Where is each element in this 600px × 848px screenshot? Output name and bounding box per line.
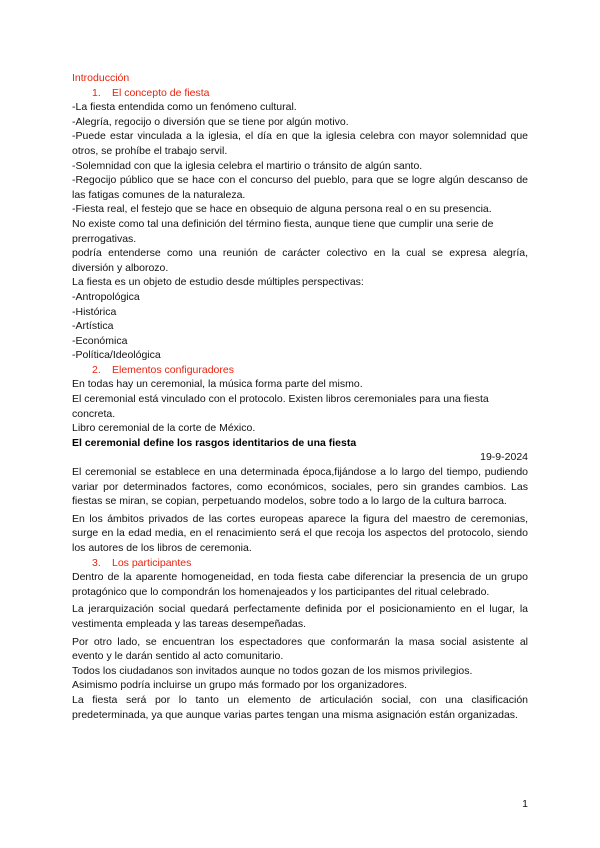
paragraph: Dentro de la aparente homogeneidad, en toda fiesta cabe diferenciar la presencia de un grupo protagónico que lo compondrán los homenajeados y los participantes del ritual celebrado.: [72, 571, 528, 598]
paragraph: Asimismo podría incluirse un grupo más formado por los organizadores.: [72, 679, 407, 692]
section-3-heading: [72, 556, 528, 571]
paragraph: La jerarquización social quedará perfectamente definida por el posicionamiento en el lugar, la vestimenta empleada y las tareas desempeñadas.: [72, 603, 528, 630]
paragraph: La fiesta es un objeto de estudio desde múltiples perspectivas:: [72, 276, 364, 289]
section-3-number: 3.: [92, 556, 101, 569]
section-3-title: Los participantes: [112, 556, 192, 569]
section-2-heading: [72, 363, 528, 378]
bold-statement: El ceremonial define los rasgos identitarios de una fiesta: [72, 436, 357, 449]
paragraph: La fiesta será por lo tanto un elemento de articulación social, con una clasificación predeterminada, ya que aunque varias partes tengan una misma asignación están organizadas.: [72, 693, 528, 721]
paragraph: No existe como tal una definición del término fiesta, aunque tiene que cumplir una serie de prerrogativas.: [72, 217, 494, 245]
paragraph: podría entenderse como una reunión de carácter colectivo en la cual se expresa alegría, diversión y alborozo.: [72, 247, 528, 274]
list-item: -Económica: [72, 334, 128, 347]
intro-heading: Introducción: [72, 72, 130, 84]
section-2-title: Elementos configuradores: [112, 363, 234, 376]
section-2-number: 2.: [92, 363, 101, 376]
list-item: -Antropológica: [72, 290, 140, 303]
paragraph: -Regocijo público que se hace con el concurso del pueblo, para que se logre algún descanso de las fatigas comunes de la naturaleza.: [72, 174, 528, 201]
paragraph: -Puede estar vinculada a la iglesia, el día en que la iglesia celebra con mayor solemnidad que otros, se prohíbe el trabajo servil.: [72, 130, 528, 157]
date-label: 19-9-2024: [480, 451, 528, 464]
section-1-title: El concepto de fiesta: [112, 86, 210, 99]
paragraph: Por otro lado, se encuentran los espectadores que conformarán la masa social asistente al evento y le darán sentido al acto comunitario.: [72, 635, 528, 663]
paragraph: El ceremonial está vinculado con el protocolo. Existen libros ceremoniales para una fiesta concreta.: [72, 393, 489, 420]
paragraph: -La fiesta entendida como un fenómeno cultural.: [72, 101, 297, 114]
page-number: 1: [522, 798, 528, 810]
paragraph: Libro ceremonial de la corte de México.: [72, 422, 256, 435]
paragraph: -Fiesta real, el festejo que se hace en obsequio de alguna persona real o en su presencia.: [72, 203, 492, 216]
paragraph: Todos los ciudadanos son invitados aunque no todos gozan de los mismos privilegios.: [72, 664, 473, 677]
paragraph: En los ámbitos privados de las cortes europeas aparece la figura del maestro de ceremonias, surge en la edad media, en el renacimiento será el que recoja los aspectos del protocolo, siendo los autores de los libros de ceremonia.: [72, 512, 528, 554]
paragraph: -Alegría, regocijo o diversión que se tiene por algún motivo.: [72, 115, 349, 128]
paragraph: -Solemnidad con que la iglesia celebra el martirio o tránsito de algún santo.: [72, 159, 423, 172]
list-item: -Histórica: [72, 305, 117, 318]
paragraph: El ceremonial se establece en una determinada época,fijándose a lo largo del tiempo, pudiendo variar por determinados factores, como económicos, sociales, pero sin grandes cambios. Las fiestas se miran, se copian, perpetuando modelos, sobre todo a lo largo de la cultura barroca.: [72, 466, 528, 508]
list-item: -Artística: [72, 320, 114, 333]
section-1-heading: [72, 86, 528, 101]
document-body: [72, 71, 528, 722]
list-item: -Política/Ideológica: [72, 349, 161, 362]
section-1-number: 1.: [92, 86, 101, 99]
paragraph: En todas hay un ceremonial, la música forma parte del mismo.: [72, 378, 363, 391]
